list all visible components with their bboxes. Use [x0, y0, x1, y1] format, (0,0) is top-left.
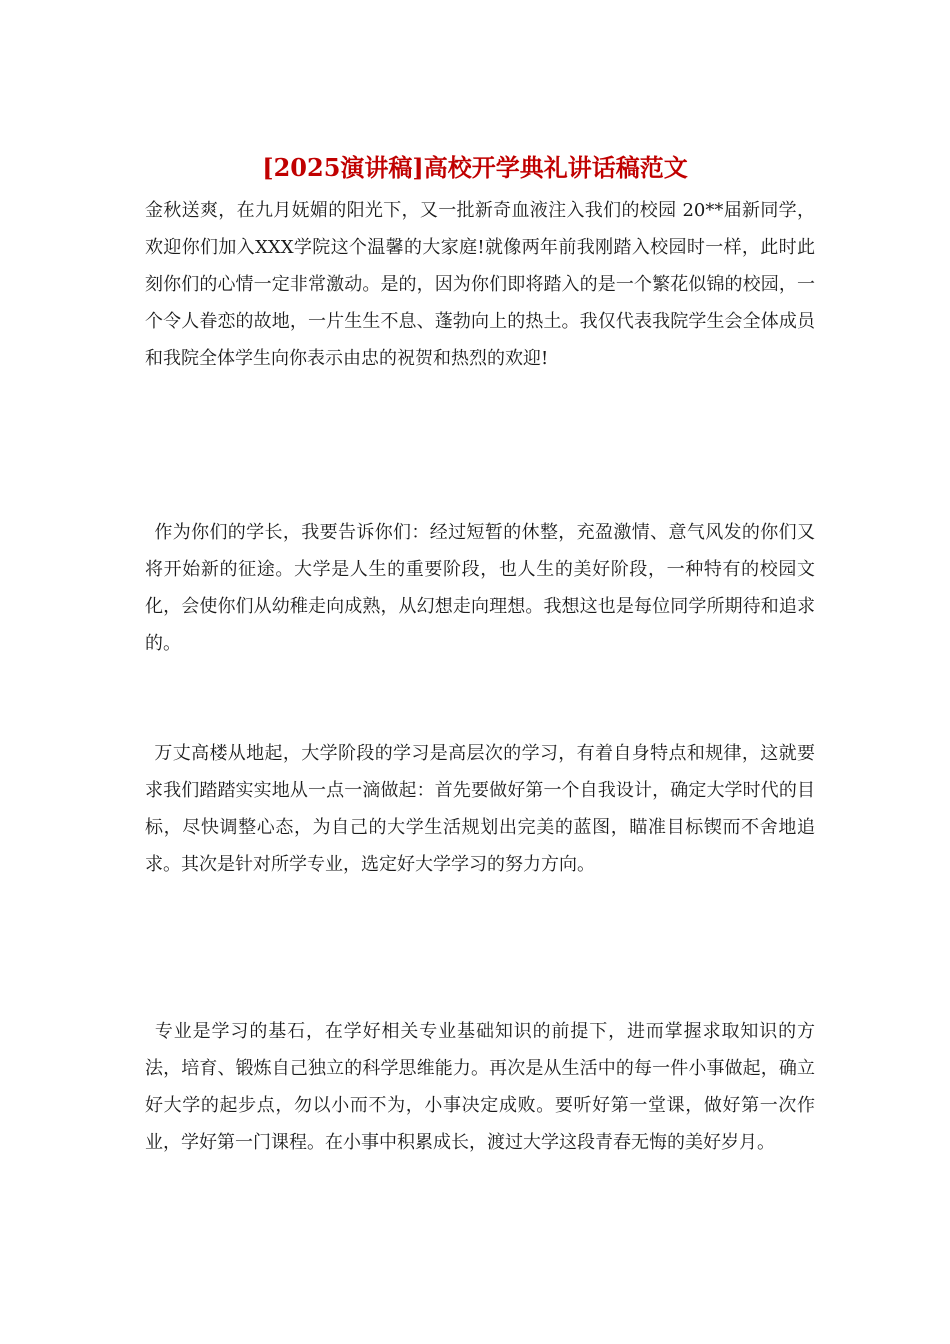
paragraph-4: [145, 1013, 815, 1161]
paragraph-2: [145, 514, 815, 662]
paragraph-2-text: 作为你们的学长，我要告诉你们：经过短暂的休整，充盈激情、意气风发的你们又将开始新的征途。大学是人生的重要阶段，也人生的美好阶段，一种特有的校园文化，会使你们从幼稚走向成熟，从幻想走向理想。我想这也是每位同学所期待和追求的。: [145, 522, 815, 654]
document-title: [2025演讲稿]高校开学典礼讲话稿范文: [262, 153, 688, 182]
paragraph-4-text: 专业是学习的基石，在学好相关专业基础知识的前提下，进而掌握求取知识的方法，培育、锻炼自己独立的科学思维能力。再次是从生活中的每一件小事做起，确立好大学的起步点，勿以小而不为，小事决定成败。要听好第一堂课，做好第一次作业，学好第一门课程。在小事中积累成长，渡过大学这段青春无悔的美好岁月。: [145, 1021, 815, 1153]
paragraph-3: [145, 735, 815, 883]
paragraph-1: 金秋送爽，在九月妩媚的阳光下，又一批新奇血液注入我们的校园 20**届新同学，欢迎你们加入XXX学院这个温馨的大家庭!就像两年前我刚踏入校园时一样，此时此刻你们的心情一定非常激动。是的，因为你们即将踏入的是一个繁花似锦的校园，一个令人眷恋的故地，一片生生不息、蓬勃向上的热土。我仅代表我院学生会全体成员和我院全体学生向你表示由忠的祝贺和热烈的欢迎!: [145, 200, 815, 369]
paragraph-3-text: 万丈高楼从地起，大学阶段的学习是高层次的学习，有着自身特点和规律，这就要求我们踏踏实实地从一点一滴做起：首先要做好第一个自我设计，确定大学时代的目标，尽快调整心态，为自己的大学生活规划出完美的蓝图，瞄准目标锲而不舍地追求。其次是针对所学专业，选定好大学学习的努力方向。: [145, 743, 815, 875]
